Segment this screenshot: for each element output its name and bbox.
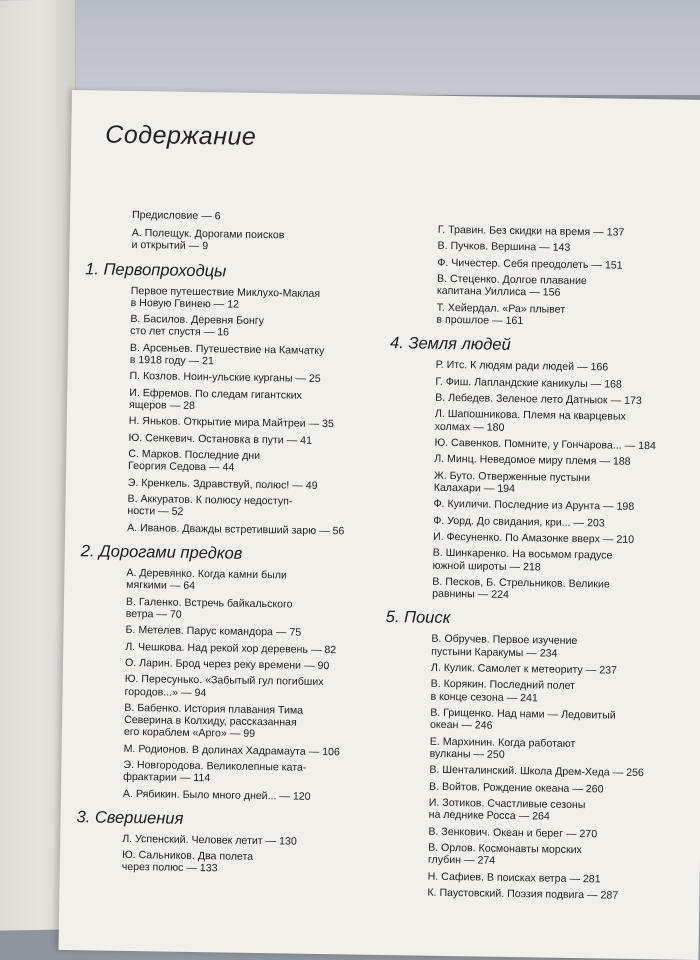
toc-entry: В. Орлов. Космонавты морских глубин — 274 [427,841,582,867]
toc-entry: О. Ларин. Брод через реку времени — 90 [124,656,330,673]
book-page [58,90,700,960]
toc-entry: В. Войтов. Рождение океана — 260 [429,780,604,796]
toc-entry: Ю. Савенков. Помните, у Гончарова... — 184 [434,436,656,453]
page-title: Содержание [105,120,257,151]
section-heading: 2. Дорогами предков [80,542,243,563]
toc-entry: Л. Успенский. Человек летит — 130 [122,832,297,848]
toc-entry: В. Стеценко. Долгое плавание капитана Уиллиса — 156 [436,272,587,300]
section-heading: 5. Поиск [385,608,451,628]
toc-entry: И. Ефремов. По следам гигантских ящеров — 28 [128,386,303,412]
toc-entry: В. Басилов. Деревня Бонгу сто лет спустя — 16 [130,313,265,339]
toc-entry: В. Зенкович. Океан и берег — 270 [428,825,598,840]
toc-entry: Ю. Сенкевич. Остановка в пути — 41 [128,431,313,447]
toc-entry: Ф. Уорд. До свидания, кри... — 203 [433,514,605,530]
toc-entry: В. Лебедев. Зеленое лето Датныок — 173 [435,391,642,407]
toc-entry: В. Галенко. Встречь байкальского ветра — 70 [125,595,293,621]
toc-entry: Первое путешествие Миклухо-Маклая в Новую Гвинею — 12 [130,284,321,311]
toc-entry: Л. Минц. Неведомое миру племя — 188 [434,453,631,469]
toc-entry: Н. Яньков. Открытие мира Майтреи — 35 [128,415,334,431]
toc-entry: В. Пучков. Вершина — 143 [437,240,571,255]
toc-entry: Т. Хейердал. «Ра» плывет в прошлое — 161 [436,301,566,328]
toc-entry: Г. Фиш. Лапландские каникулы — 168 [435,375,622,391]
toc-entry: В. Бабенко. История плавания Тима Северина в Колхиду, рассказанная его кораблем «Арго» — 99 [123,701,304,741]
toc-entry: А. Деревянко. Когда камни были мягкими — 64 [126,566,287,593]
toc-entry: А. Рябикин. Было много дней... — 120 [122,787,311,803]
toc-entry: Ю. Сальников. Два полета через полюс — 133 [121,849,254,875]
toc-column-left [76,208,402,882]
toc-entry: Л. Чешкова. Над рекой хор деревень — 82 [125,640,337,656]
toc-entry: Ф. Куиличи. Последние из Арунта — 198 [433,498,635,514]
toc-entry: К. Паустовский. Поэзия подвига — 287 [427,886,619,902]
toc-entry: В. Обручев. Первое изучение пустыни Каракумы — 234 [431,633,578,660]
toc-entry: В. Грищенко. Над нами — Ледовитый океан — 246 [429,706,616,732]
toc-entry: П. Козлов. Ноин-ульские курганы — 25 [129,370,321,386]
toc-entry: М. Родионов. В долинах Хадрамаута — 106 [123,742,340,758]
toc-entry: Р. Итс. К людям ради людей — 166 [435,358,609,374]
toc-entry: Е. Мархинин. Когда работают вулканы — 250 [429,735,576,761]
toc-entry: В. Шинкаренко. На восьмом градусе южной широты — 218 [432,547,613,574]
toc-entry: Э. Новгородова. Великолепные ката- фрактарии — 114 [123,758,307,785]
toc-entry: И. Фесуненко. По Амазонке вверх — 210 [432,530,635,546]
toc-entry: Г. Травин. Без скидки на время — 137 [437,223,625,239]
toc-entry: В. Аккуратов. К полюсу недоступ- ности — 52 [127,493,293,519]
toc-entry: В. Арсеньев. Путешествие на Камчатку в 1918 году — 21 [129,341,325,368]
toc-entry: Э. Кренкель. Здравствуй, полюс! — 49 [127,476,318,492]
background-surface [0,0,700,95]
toc-entry: В. Шенталинский. Школа Дрем-Хеда — 256 [429,763,644,780]
toc-entry: В. Корякин. Последний полет в конце сезона — 241 [430,678,576,705]
toc-entry: Л. Шапошникова. Племя на кварцевых холмах — 180 [434,408,626,434]
section-heading: 4. Земля людей [389,334,511,355]
toc-entry: Предисловие — 6 [131,208,221,223]
toc-entry: А. Иванов. Дважды встретивший зарю — 56 [127,521,345,538]
toc-entry: Ф. Чичестер. Себя преодолеть — 151 [437,256,623,272]
toc-entry: Б. Метелев. Парус командора — 75 [125,624,302,639]
section-heading: 3. Свершения [76,808,184,828]
toc-entry: Ж. Буто. Отверженные пустыни Калахари — 194 [433,469,591,495]
toc-entry: Л. Кулик. Самолет к метеориту — 237 [430,661,618,677]
section-heading: 1. Первопроходцы [85,259,227,281]
toc-entry: А. Полещук. Дорогами поисков и открытий — 9 [131,227,285,253]
toc-entry: И. Зотиков. Счастливые сезоны на леднике Росса — 264 [428,796,586,823]
toc-entry: Ю. Пересунько. «Забытый гул погибших городов...» — 94 [124,673,324,699]
toc-column-right [385,223,700,908]
toc-entry: С. Марков. Последние дни Георгия Седова — 44 [128,448,261,474]
toc-entry: Н. Сафиев. В поисках ветра — 281 [427,870,601,886]
toc-entry: В. Песков, Б. Стрельников. Великие равнины — 224 [432,575,610,602]
